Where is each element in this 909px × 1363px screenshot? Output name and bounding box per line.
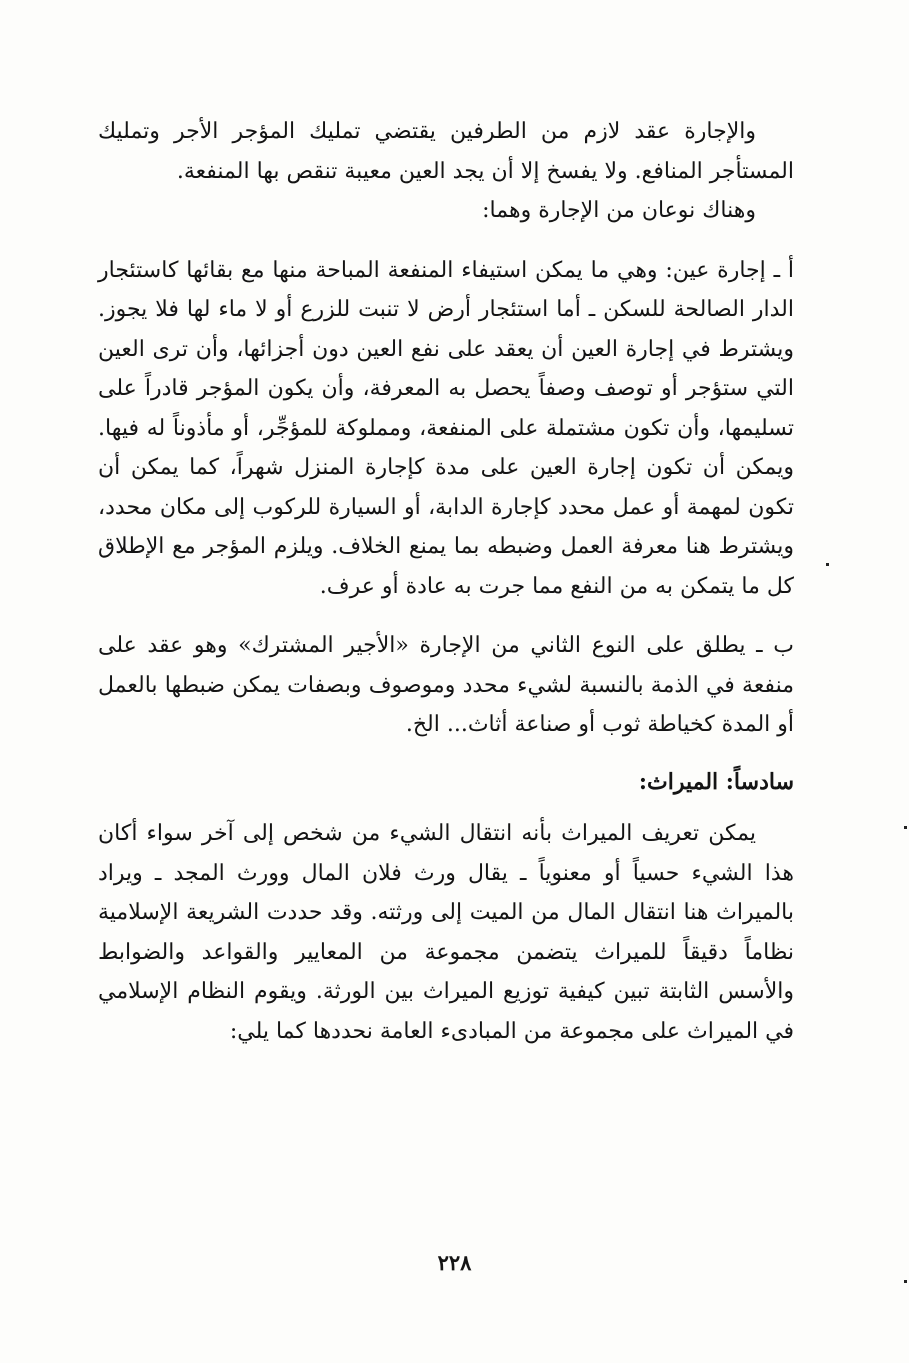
scan-speck — [826, 563, 829, 566]
page-body — [98, 112, 794, 1051]
paragraph-ijara-contract: والإجارة عقد لازم من الطرفين يقتضي تمليك المؤجر الأجر وتمليك المستأجر المنافع. ولا يفسخ إلا أن يجد العين معيبة تنقص بها المنفعة. — [98, 119, 794, 184]
scan-speck — [904, 826, 907, 829]
paragraph-ajir-mushtarak: ب ـ يطلق على النوع الثاني من الإجارة «الأجير المشترك» وهو عقد على منفعة في الذمة بالنسبة لشيء محدد وموصوف وبصفات يمكن ضبطها بالعمل أو المدة كخياطة ثوب أو صناعة أثاث... الخ. — [98, 633, 794, 737]
paragraph-inheritance-definition: يمكن تعريف الميراث بأنه انتقال الشيء من شخص إلى آخر سواء أكان هذا الشيء حسياً أو معنوياً ـ يقال ورث فلان المال وورث المجد ـ ويراد بالميراث هنا انتقال المال من الميت إلى ورثته. وقد حددت الشريعة الإسلامية نظاماً دقيقاً للميراث يتضمن مجموعة من المعايير والقواعد والضوابط والأسس الثابتة تبين كيفية توزيع الميراث بين الورثة. ويقوم النظام الإسلامي في الميراث على مجموعة من المبادىء العامة نحددها كما يلي: — [98, 821, 794, 1044]
paragraph-ijara-ayn: أ ـ إجارة عين: وهي ما يمكن استيفاء المنفعة المباحة منها مع بقائها كاستئجار الدار الصالحة للسكن ـ أما استئجار أرض لا تنبت للزرع أو لا ماء لها فلا يجوز. ويشترط في إجارة العين أن يعقد على نفع العين دون أجزائها، وأن ترى العين التي ستؤجر أو توصف وصفاً يحصل به المعرفة، وأن يكون المؤجر قادراً على تسليمها، وأن تكون مشتملة على المنفعة، ومملوكة للمؤجِّر، أو مأذوناً له فيها. ويمكن أن تكون إجارة العين على مدة كإجارة المنزل شهراً، كما يمكن أن تكون لمهمة أو عمل محدد كإجارة الدابة، أو السيارة للركوب إلى مكان محدد، ويشترط هنا معرفة العمل وضبطه بما يمنع الخلاف. ويلزم المؤجر مع الإطلاق كل ما يتمكن به من النفع مما جرت به عادة أو عرف. — [98, 257, 794, 599]
paragraph-ijara-types: وهناك نوعان من الإجارة وهما: — [482, 198, 756, 223]
scan-speck — [904, 1280, 907, 1283]
page-number: ٢٢٨ — [437, 1250, 472, 1275]
section-heading-inheritance: سادساً: الميراث: — [638, 768, 794, 795]
